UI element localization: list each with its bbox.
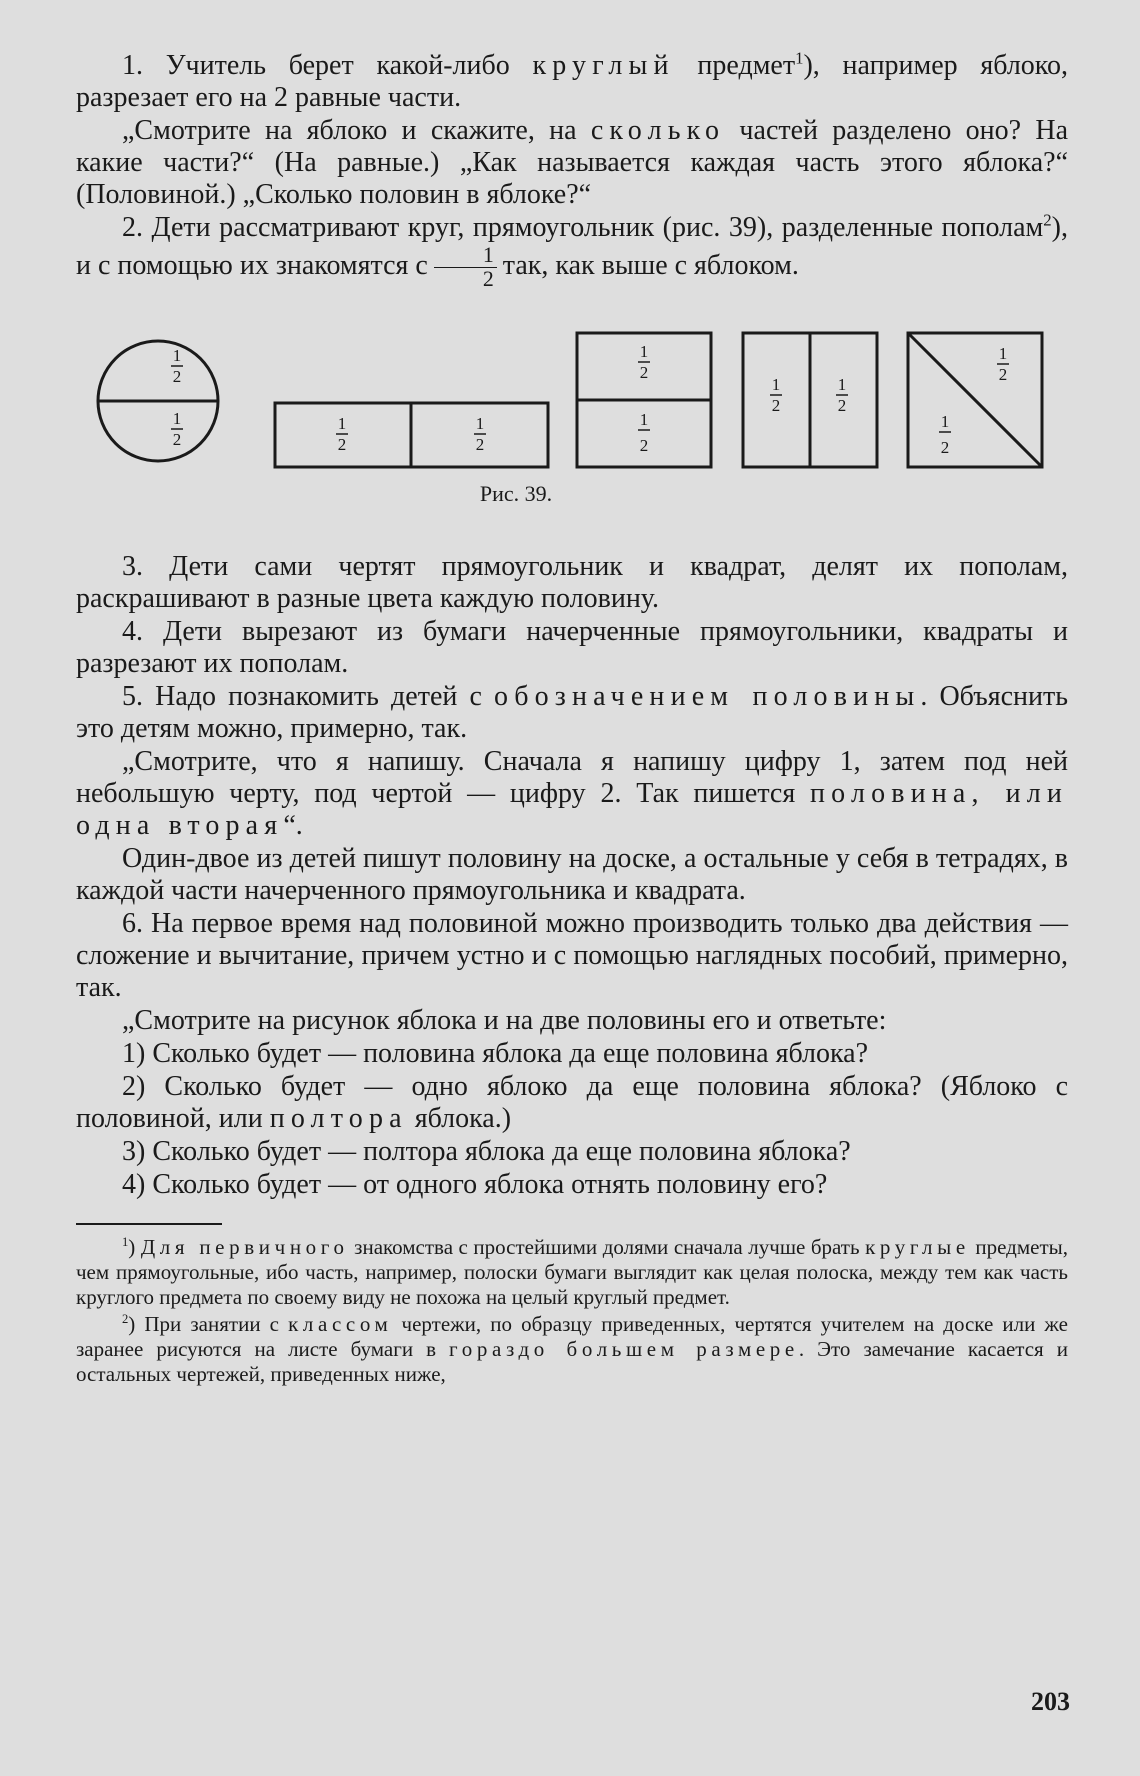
label-circle-bottom [171, 409, 183, 449]
svg-text:2: 2 [639, 362, 649, 382]
svg-text:2: 2 [940, 437, 950, 457]
paragraph-8: Один-двое из детей пишут половину на доске, а остальные у себя в тетрадях, в каждой части начерченного прямоугольника и квадрата. [76, 842, 1068, 906]
paragraph-7: „Смотрите, что я напишу. Сначала я напишу цифру 1, затем под ней небольшую черту, под чертой — цифру 2. Так пишется половина, или одна вторая“. [76, 745, 1069, 841]
svg-text:2: 2 [172, 429, 182, 449]
svg-text:2: 2 [639, 435, 649, 455]
label-diagonal-bottom [939, 412, 951, 457]
svg-text:2: 2 [172, 366, 182, 386]
paragraph-2: „Смотрите на яблоко и скажите, на сколько частей разделено оно? На какие части?“ (На равные.) „Как называется каждая часть этого яблока?“ (Половиной.) „Сколько половин в яблоке?“ [76, 115, 1068, 210]
footnote-2: $^2$) При занятии с классом чертежи, по образцу приведенных, чертятся учителем на доске или же заранее рисуются на листе бумаги в гораздо большем размере. Это замечание касается и остальных чертежей, приведенных ниже, [76, 1311, 1068, 1386]
label-square-right [836, 375, 848, 415]
paragraph-10: „Смотрите на рисунок яблока и на две половины его и ответьте: [122, 1004, 887, 1036]
label-circle-top [171, 346, 183, 386]
label-square-left [770, 375, 782, 415]
paragraph-6: 5. Надо познакомить детей с обозначением половины. Объяснить это детям можно, примерно, так. [76, 680, 1068, 744]
figure-39 [76, 311, 1068, 521]
svg-text:2: 2 [998, 364, 1008, 384]
paragraph-14: 4) Сколько будет — от одного яблока отнять половину его? [122, 1168, 828, 1200]
svg-text:1: 1 [337, 413, 347, 433]
svg-text:2: 2 [475, 434, 485, 454]
paragraph-1: 1. Учитель берет какой-либо круглый предмет$^1$), например яблоко, разрезает его на 2 равные части. [76, 48, 1068, 113]
svg-text:1: 1 [475, 413, 485, 433]
svg-text:1: 1 [639, 409, 649, 429]
svg-text:1: 1 [172, 408, 182, 428]
paragraph-11: 1) Сколько будет — половина яблока да еще половина яблока? [122, 1037, 869, 1069]
paragraph-5: 4. Дети вырезают из бумаги начерченные прямоугольники, квадраты и разрезают их пополам. [76, 615, 1068, 679]
footnote-ref-1: 1 [795, 48, 804, 68]
label-rect-right [474, 414, 486, 454]
svg-text:1: 1 [639, 341, 649, 361]
label-rect-left [336, 414, 348, 454]
svg-text:1: 1 [837, 374, 847, 394]
paragraph-9: 6. На первое время над половиной можно производить только два действия — сложение и вычитание, причем устно и с помощью наглядных пособий, примерно, так. [76, 907, 1068, 1003]
svg-text:1: 1 [172, 345, 182, 365]
footnote-ref-2: 2 [1043, 210, 1052, 230]
paragraph-3: 2. Дети рассматривают круг, прямоугольник (рис. 39), разделенные пополам$^2$), и с помощью их знакомятся с $\frac{1}{2}$ так, как выше с яблоком. [76, 210, 1068, 291]
paragraph-4: 3. Дети сами чертят прямоугольник и квадрат, делят их пополам, раскрашивают в разные цвета каждую половину. [76, 550, 1068, 614]
label-square-bottom [638, 410, 650, 455]
footnote-divider [76, 1223, 222, 1225]
figure-caption: Рис. 39. [479, 480, 553, 506]
svg-text:1: 1 [771, 374, 781, 394]
svg-text:2: 2 [771, 395, 781, 415]
svg-text:2: 2 [337, 434, 347, 454]
label-diagonal-top [997, 344, 1009, 384]
svg-text:2: 2 [837, 395, 847, 415]
square-diagonal-divider [908, 333, 1042, 467]
paragraph-13: 3) Сколько будет — полтора яблока да еще половина яблока? [122, 1135, 851, 1167]
page-content [76, 50, 1068, 1389]
fraction-one-half: $\frac{1}{2}$ [434, 244, 497, 291]
svg-text:1: 1 [998, 343, 1008, 363]
svg-text:1: 1 [940, 411, 950, 431]
footnote-1: $^1$) Для первичного знакомства с простейшими долями сначала лучше брать круглые предметы, чем прямоугольные, ибо часть, например, полоски бумаги выглядит как целая полоска, между тем как часть круглого предмета по своему виду не похожа на целый круглый предмет. [76, 1234, 1068, 1309]
label-square-top [638, 342, 650, 382]
page-number: 203 [1031, 1687, 1070, 1716]
paragraph-12: 2) Сколько будет — одно яблоко да еще половина яблока? (Яблоко с половиной, или полтора яблока.) [76, 1070, 1068, 1134]
